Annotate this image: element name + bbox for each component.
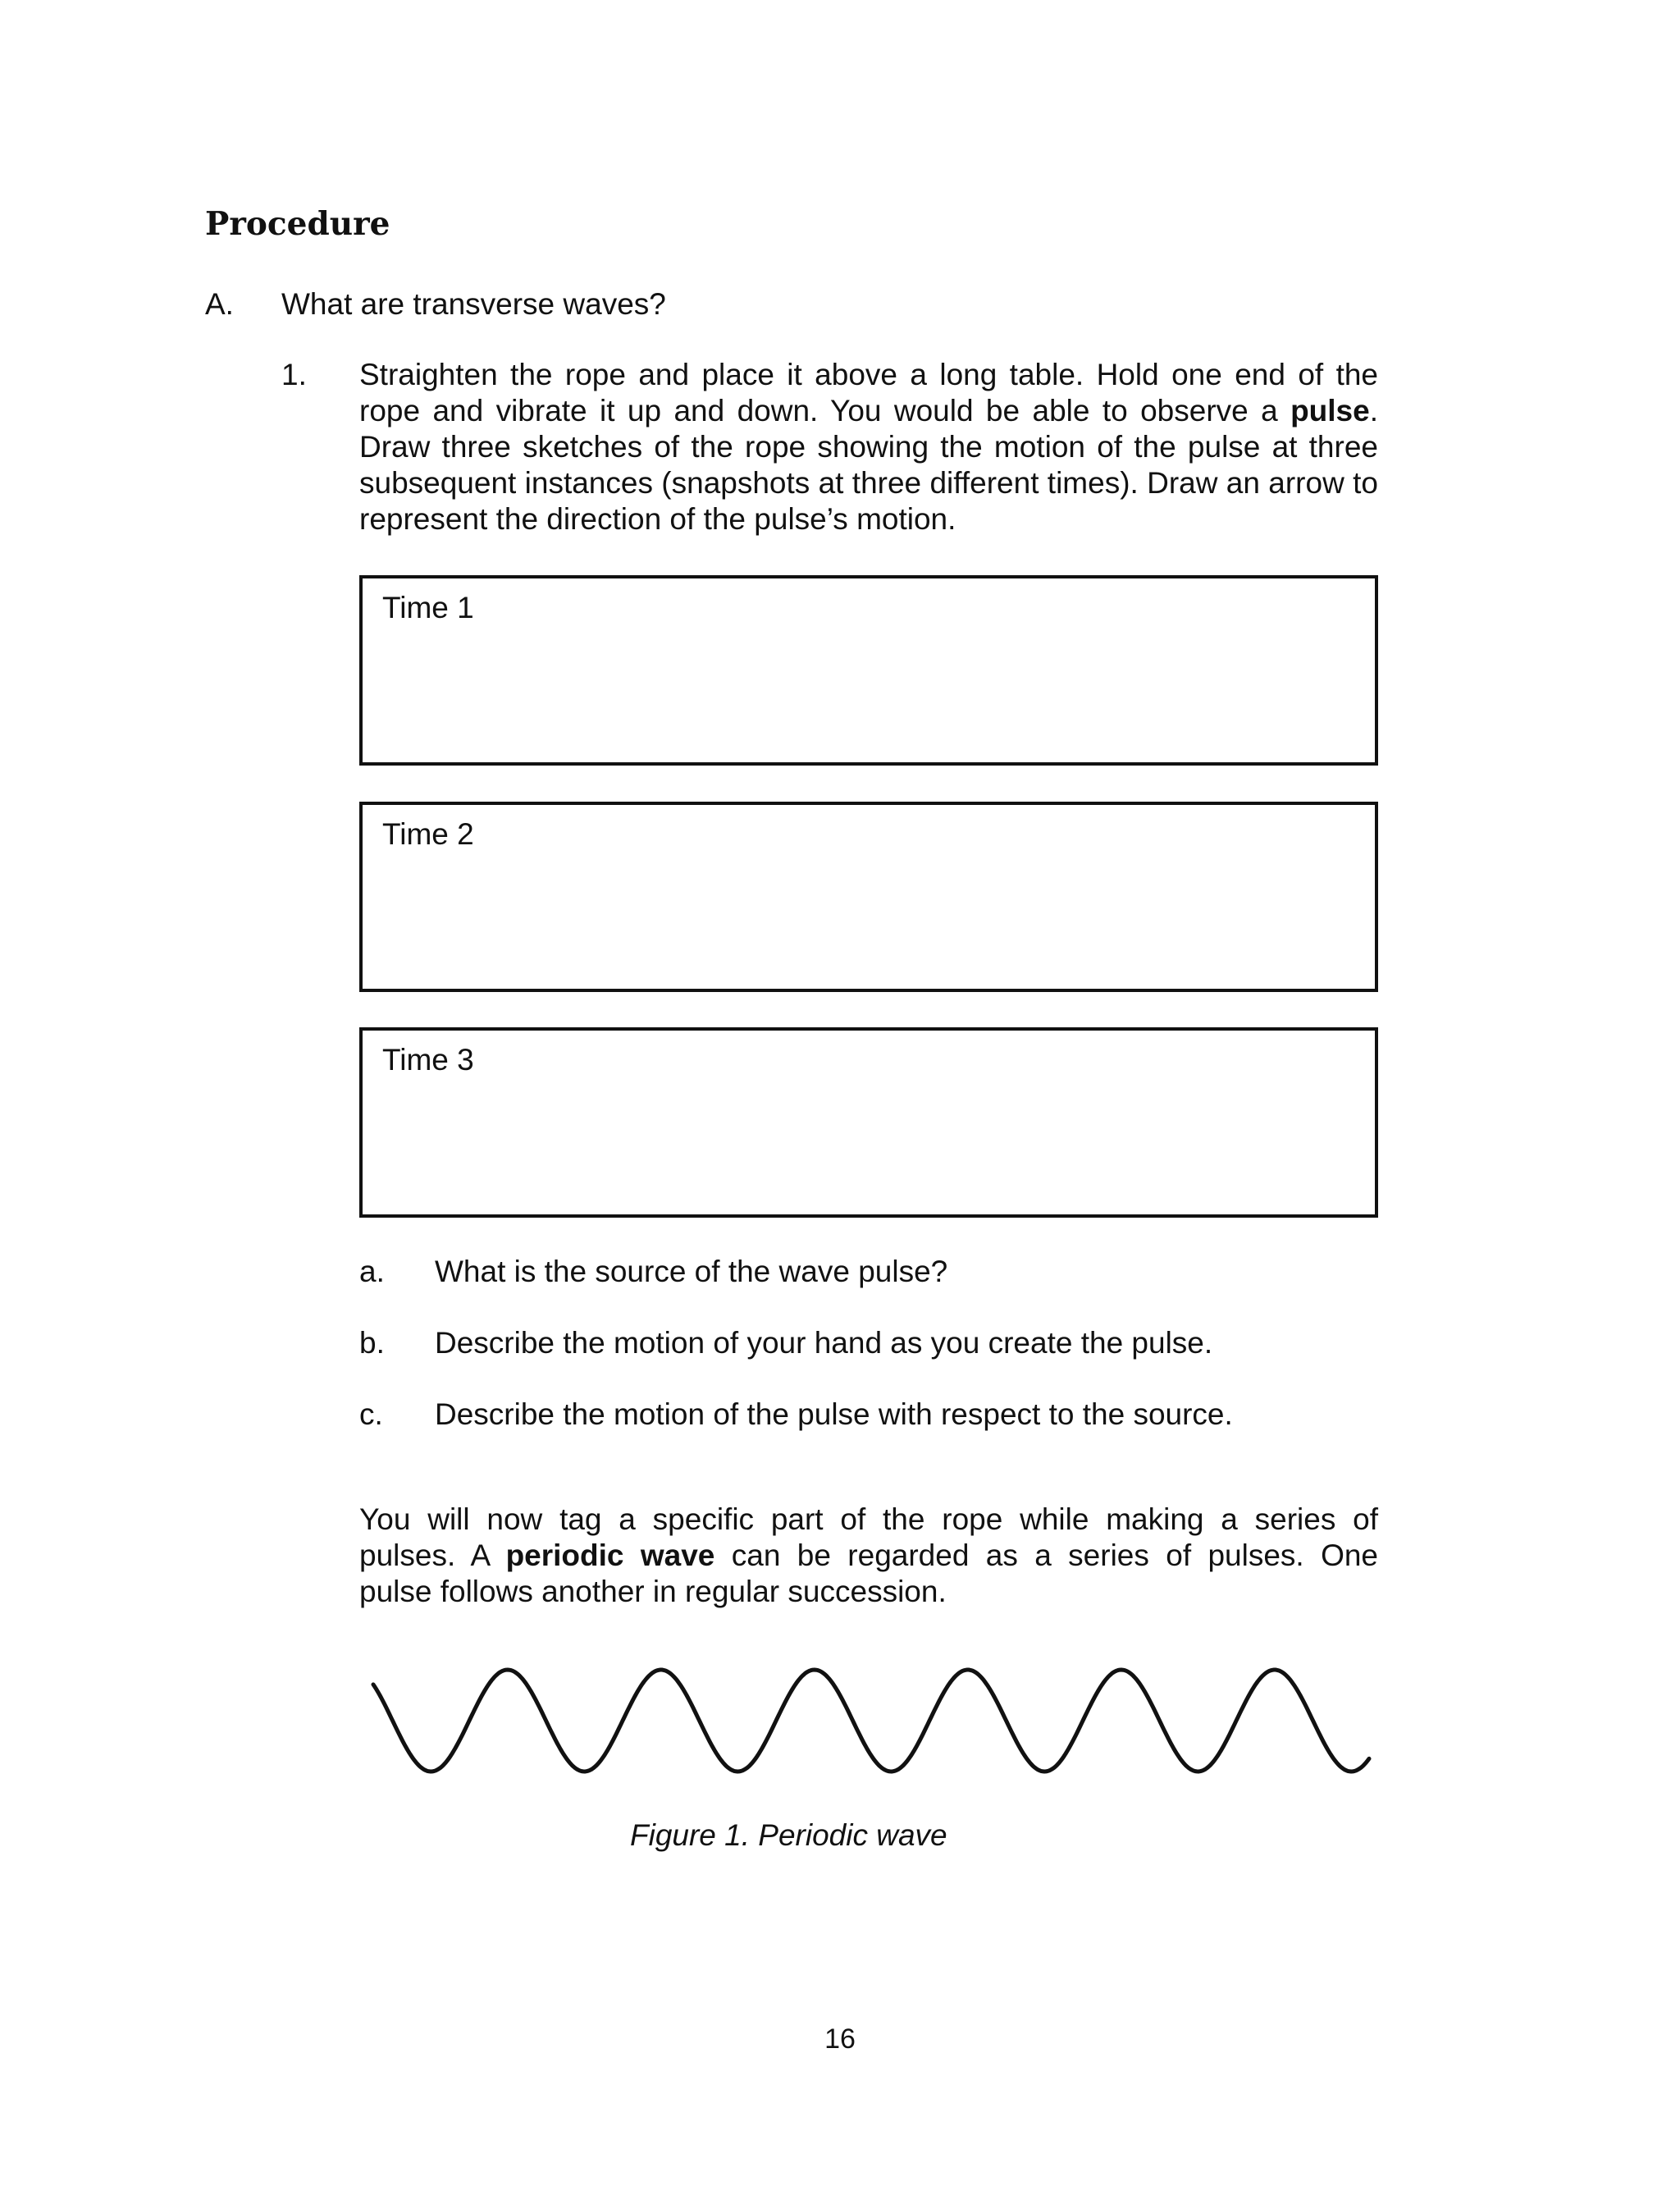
question-text: Describe the motion of the pulse with respect to the source. xyxy=(435,1397,1233,1431)
step-1-marker: 1. xyxy=(281,358,307,391)
term-periodic-wave: periodic wave xyxy=(505,1538,715,1572)
sketch-box-time-1[interactable] xyxy=(359,575,1378,766)
term-pulse: pulse xyxy=(1290,394,1370,427)
question-text: What is the source of the wave pulse? xyxy=(435,1255,948,1288)
section-marker: A. xyxy=(205,287,234,321)
paragraph-line-2-start: pulses. A xyxy=(359,1538,506,1572)
question-marker: b. xyxy=(359,1326,385,1360)
step-1-text-start: Straighten the rope and place it above a long table. Hold one end of the rope and vibrate it up and down. You would be able to observe a xyxy=(359,358,1378,427)
question-text: Describe the motion of your hand as you create the pulse. xyxy=(435,1326,1213,1360)
step-1-instructions xyxy=(359,357,1378,537)
section-title: What are transverse waves? xyxy=(281,287,666,321)
paragraph-line-3: pulse follows another in regular succession. xyxy=(359,1575,947,1608)
paragraph-line-2 xyxy=(359,1538,1378,1574)
question-marker: a. xyxy=(359,1255,385,1288)
periodic-wave-paragraph xyxy=(359,1502,1378,1610)
question-marker: c. xyxy=(359,1397,383,1431)
periodic-wave-line xyxy=(373,1670,1369,1772)
sketch-box-label: Time 1 xyxy=(382,591,474,624)
page-number: 16 xyxy=(824,2023,856,2055)
paragraph-line-1: You will now tag a specific part of the rope while making a series of xyxy=(359,1502,1378,1536)
step-1-text-end: . Draw three sketches of the rope showing the motion of the pulse at three subsequent instances (snapshots at three different times). Draw an arrow to represent the direction of the pulse’s motion. xyxy=(359,394,1378,536)
figure-caption-text: Figure 1. Periodic wave xyxy=(630,1818,947,1852)
paragraph-line-2-end: can be regarded as a series of pulses. One xyxy=(714,1538,1379,1572)
sketch-box-time-3[interactable] xyxy=(359,1027,1378,1218)
sketch-box-label: Time 3 xyxy=(382,1043,474,1077)
sketch-box-time-2[interactable] xyxy=(359,802,1378,992)
sketch-box-label: Time 2 xyxy=(382,817,474,851)
section-heading: Procedure xyxy=(205,205,390,243)
periodic-wave-figure xyxy=(365,1645,1374,1793)
